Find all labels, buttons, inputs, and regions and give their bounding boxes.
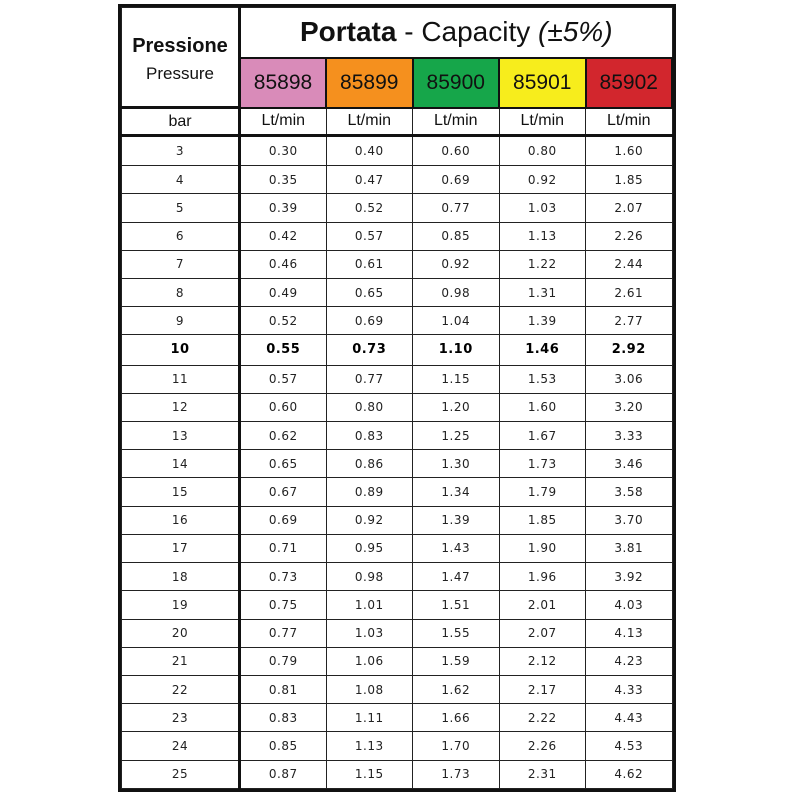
flow-cell: 2.22 — [499, 704, 586, 732]
flow-cell: 1.10 — [413, 335, 500, 365]
capacity-title — [240, 8, 673, 58]
flow-cell: 0.57 — [240, 365, 327, 393]
table-row — [122, 591, 673, 619]
pressure-cell: 13 — [122, 421, 240, 449]
flow-cell: 0.65 — [240, 450, 327, 478]
flow-cell: 0.85 — [413, 222, 500, 250]
flow-cell: 0.62 — [240, 421, 327, 449]
pressure-cell: 21 — [122, 647, 240, 675]
flow-cell: 2.61 — [586, 278, 673, 306]
flow-cell: 0.80 — [499, 136, 586, 166]
flow-cell: 0.89 — [326, 478, 413, 506]
table-row — [122, 166, 673, 194]
title-bold: Portata — [299, 16, 397, 48]
pressure-cell: 10 — [122, 335, 240, 365]
flow-cell: 1.73 — [413, 760, 500, 788]
flow-cell: 0.42 — [240, 222, 327, 250]
flow-cell: 0.86 — [326, 450, 413, 478]
flow-cell: 2.01 — [499, 591, 586, 619]
flow-cell: 0.75 — [240, 591, 327, 619]
flow-cell: 0.71 — [240, 534, 327, 562]
flow-cell: 1.85 — [586, 166, 673, 194]
flow-cell: 1.11 — [326, 704, 413, 732]
flow-cell: 0.79 — [240, 647, 327, 675]
flow-cell: 0.83 — [240, 704, 327, 732]
flow-cell: 1.73 — [499, 450, 586, 478]
model-code-85898: 85898 — [240, 58, 327, 108]
flow-cell: 0.69 — [413, 166, 500, 194]
table-row — [122, 647, 673, 675]
flow-cell: 2.92 — [586, 335, 673, 365]
flow-cell: 1.03 — [326, 619, 413, 647]
unit-flow: Lt/min — [413, 108, 500, 136]
flow-cell: 1.15 — [413, 365, 500, 393]
flow-cell: 2.44 — [586, 250, 673, 278]
flow-cell: 1.62 — [413, 675, 500, 703]
pressure-cell: 6 — [122, 222, 240, 250]
table-row — [122, 534, 673, 562]
pressure-cell: 22 — [122, 675, 240, 703]
flow-cell: 0.35 — [240, 166, 327, 194]
flow-cell: 0.52 — [326, 194, 413, 222]
table-row — [122, 506, 673, 534]
flow-cell: 2.26 — [586, 222, 673, 250]
unit-flow: Lt/min — [499, 108, 586, 136]
flow-cell: 0.57 — [326, 222, 413, 250]
pressure-cell: 3 — [122, 136, 240, 166]
flow-cell: 4.62 — [586, 760, 673, 788]
flow-cell: 1.34 — [413, 478, 500, 506]
flow-cell: 3.58 — [586, 478, 673, 506]
model-code-85899: 85899 — [326, 58, 413, 108]
flow-cell: 0.67 — [240, 478, 327, 506]
flow-cell: 1.39 — [499, 307, 586, 335]
table-row — [122, 675, 673, 703]
flow-cell: 1.59 — [413, 647, 500, 675]
flow-cell: 0.98 — [326, 563, 413, 591]
flow-cell: 3.46 — [586, 450, 673, 478]
flow-cell: 1.22 — [499, 250, 586, 278]
pressure-header — [122, 8, 240, 108]
flow-cell: 1.60 — [586, 136, 673, 166]
title-rest: - Capacity — [396, 16, 539, 48]
flow-cell: 2.26 — [499, 732, 586, 760]
flow-cell: 2.07 — [586, 194, 673, 222]
flow-cell: 1.30 — [413, 450, 500, 478]
flow-cell: 2.77 — [586, 307, 673, 335]
flow-cell: 3.06 — [586, 365, 673, 393]
flow-cell: 4.33 — [586, 675, 673, 703]
flow-cell: 0.49 — [240, 278, 327, 306]
pressure-cell: 19 — [122, 591, 240, 619]
flow-cell: 3.81 — [586, 534, 673, 562]
flow-cell: 4.43 — [586, 704, 673, 732]
flow-cell: 0.92 — [499, 166, 586, 194]
pressure-cell: 20 — [122, 619, 240, 647]
table-row — [122, 365, 673, 393]
flow-cell: 0.85 — [240, 732, 327, 760]
flow-cell: 1.46 — [499, 335, 586, 365]
table-row — [122, 393, 673, 421]
flow-cell: 1.85 — [499, 506, 586, 534]
flow-cell: 0.69 — [326, 307, 413, 335]
model-code-85901: 85901 — [499, 58, 586, 108]
flow-cell: 1.13 — [326, 732, 413, 760]
unit-flow: Lt/min — [240, 108, 327, 136]
flow-cell: 2.31 — [499, 760, 586, 788]
flow-cell: 1.08 — [326, 675, 413, 703]
flow-cell: 0.61 — [326, 250, 413, 278]
model-code-85902: 85902 — [586, 58, 673, 108]
unit-flow: Lt/min — [326, 108, 413, 136]
flow-cell: 4.03 — [586, 591, 673, 619]
flow-cell: 0.77 — [326, 365, 413, 393]
flow-cell: 1.55 — [413, 619, 500, 647]
table-row — [122, 421, 673, 449]
flow-cell: 1.53 — [499, 365, 586, 393]
capacity-table-sheet — [118, 4, 676, 792]
flow-cell: 3.33 — [586, 421, 673, 449]
flow-cell: 0.77 — [413, 194, 500, 222]
flow-cell: 0.83 — [326, 421, 413, 449]
table-row — [122, 563, 673, 591]
flow-cell: 0.73 — [240, 563, 327, 591]
flow-cell: 0.46 — [240, 250, 327, 278]
flow-cell: 0.47 — [326, 166, 413, 194]
flow-cell: 1.25 — [413, 421, 500, 449]
flow-cell: 1.03 — [499, 194, 586, 222]
pressure-cell: 18 — [122, 563, 240, 591]
flow-cell: 1.43 — [413, 534, 500, 562]
table-row — [122, 222, 673, 250]
pressure-cell: 24 — [122, 732, 240, 760]
flow-cell: 0.95 — [326, 534, 413, 562]
flow-cell: 1.51 — [413, 591, 500, 619]
pressure-cell: 8 — [122, 278, 240, 306]
flow-cell: 0.81 — [240, 675, 327, 703]
table-row — [122, 450, 673, 478]
flow-cell: 3.70 — [586, 506, 673, 534]
flow-cell: 1.20 — [413, 393, 500, 421]
table-row — [122, 335, 673, 365]
flow-cell: 1.47 — [413, 563, 500, 591]
table-row — [122, 194, 673, 222]
flow-cell: 0.87 — [240, 760, 327, 788]
flow-cell: 1.39 — [413, 506, 500, 534]
pressure-cell: 9 — [122, 307, 240, 335]
unit-pressure: bar — [122, 108, 240, 136]
units-row — [122, 108, 673, 136]
flow-cell: 0.52 — [240, 307, 327, 335]
flow-cell: 1.01 — [326, 591, 413, 619]
pressure-cell: 14 — [122, 450, 240, 478]
flow-cell: 4.23 — [586, 647, 673, 675]
flow-cell: 0.73 — [326, 335, 413, 365]
flow-cell: 1.67 — [499, 421, 586, 449]
flow-cell: 4.13 — [586, 619, 673, 647]
flow-cell: 1.66 — [413, 704, 500, 732]
flow-cell: 0.60 — [240, 393, 327, 421]
flow-cell: 1.60 — [499, 393, 586, 421]
pressure-cell: 5 — [122, 194, 240, 222]
flow-cell: 3.92 — [586, 563, 673, 591]
flow-cell: 0.65 — [326, 278, 413, 306]
model-code-85900: 85900 — [413, 58, 500, 108]
flow-cell: 1.13 — [499, 222, 586, 250]
pressure-label-it: Pressione — [132, 34, 228, 57]
flow-cell: 0.80 — [326, 393, 413, 421]
flow-cell: 1.90 — [499, 534, 586, 562]
table-row — [122, 307, 673, 335]
pressure-cell: 17 — [122, 534, 240, 562]
table-row — [122, 478, 673, 506]
flow-cell: 1.15 — [326, 760, 413, 788]
flow-cell: 0.40 — [326, 136, 413, 166]
flow-cell: 3.20 — [586, 393, 673, 421]
flow-cell: 2.17 — [499, 675, 586, 703]
flow-cell: 1.79 — [499, 478, 586, 506]
pressure-cell: 25 — [122, 760, 240, 788]
pressure-cell: 4 — [122, 166, 240, 194]
table-row — [122, 732, 673, 760]
table-row — [122, 704, 673, 732]
flow-cell: 0.98 — [413, 278, 500, 306]
flow-cell: 1.70 — [413, 732, 500, 760]
flow-cell: 1.04 — [413, 307, 500, 335]
pressure-cell: 16 — [122, 506, 240, 534]
pressure-label-en: Pressure — [145, 63, 215, 83]
flow-cell: 0.92 — [326, 506, 413, 534]
pressure-cell: 12 — [122, 393, 240, 421]
flow-cell: 0.69 — [240, 506, 327, 534]
table-row — [122, 250, 673, 278]
table-row — [122, 760, 673, 788]
flow-cell: 4.53 — [586, 732, 673, 760]
unit-flow: Lt/min — [586, 108, 673, 136]
pressure-cell: 23 — [122, 704, 240, 732]
flow-cell: 1.96 — [499, 563, 586, 591]
flow-cell: 2.12 — [499, 647, 586, 675]
flow-cell: 0.77 — [240, 619, 327, 647]
flow-cell: 0.92 — [413, 250, 500, 278]
flow-cell: 0.39 — [240, 194, 327, 222]
capacity-table — [121, 7, 673, 789]
flow-cell: 1.06 — [326, 647, 413, 675]
title-tolerance: (±5%) — [538, 16, 613, 48]
table-row — [122, 278, 673, 306]
pressure-cell: 11 — [122, 365, 240, 393]
flow-cell: 0.55 — [240, 335, 327, 365]
table-row — [122, 619, 673, 647]
pressure-cell: 7 — [122, 250, 240, 278]
flow-cell: 1.31 — [499, 278, 586, 306]
flow-cell: 2.07 — [499, 619, 586, 647]
flow-cell: 0.30 — [240, 136, 327, 166]
table-row — [122, 136, 673, 166]
flow-cell: 0.60 — [413, 136, 500, 166]
pressure-cell: 15 — [122, 478, 240, 506]
